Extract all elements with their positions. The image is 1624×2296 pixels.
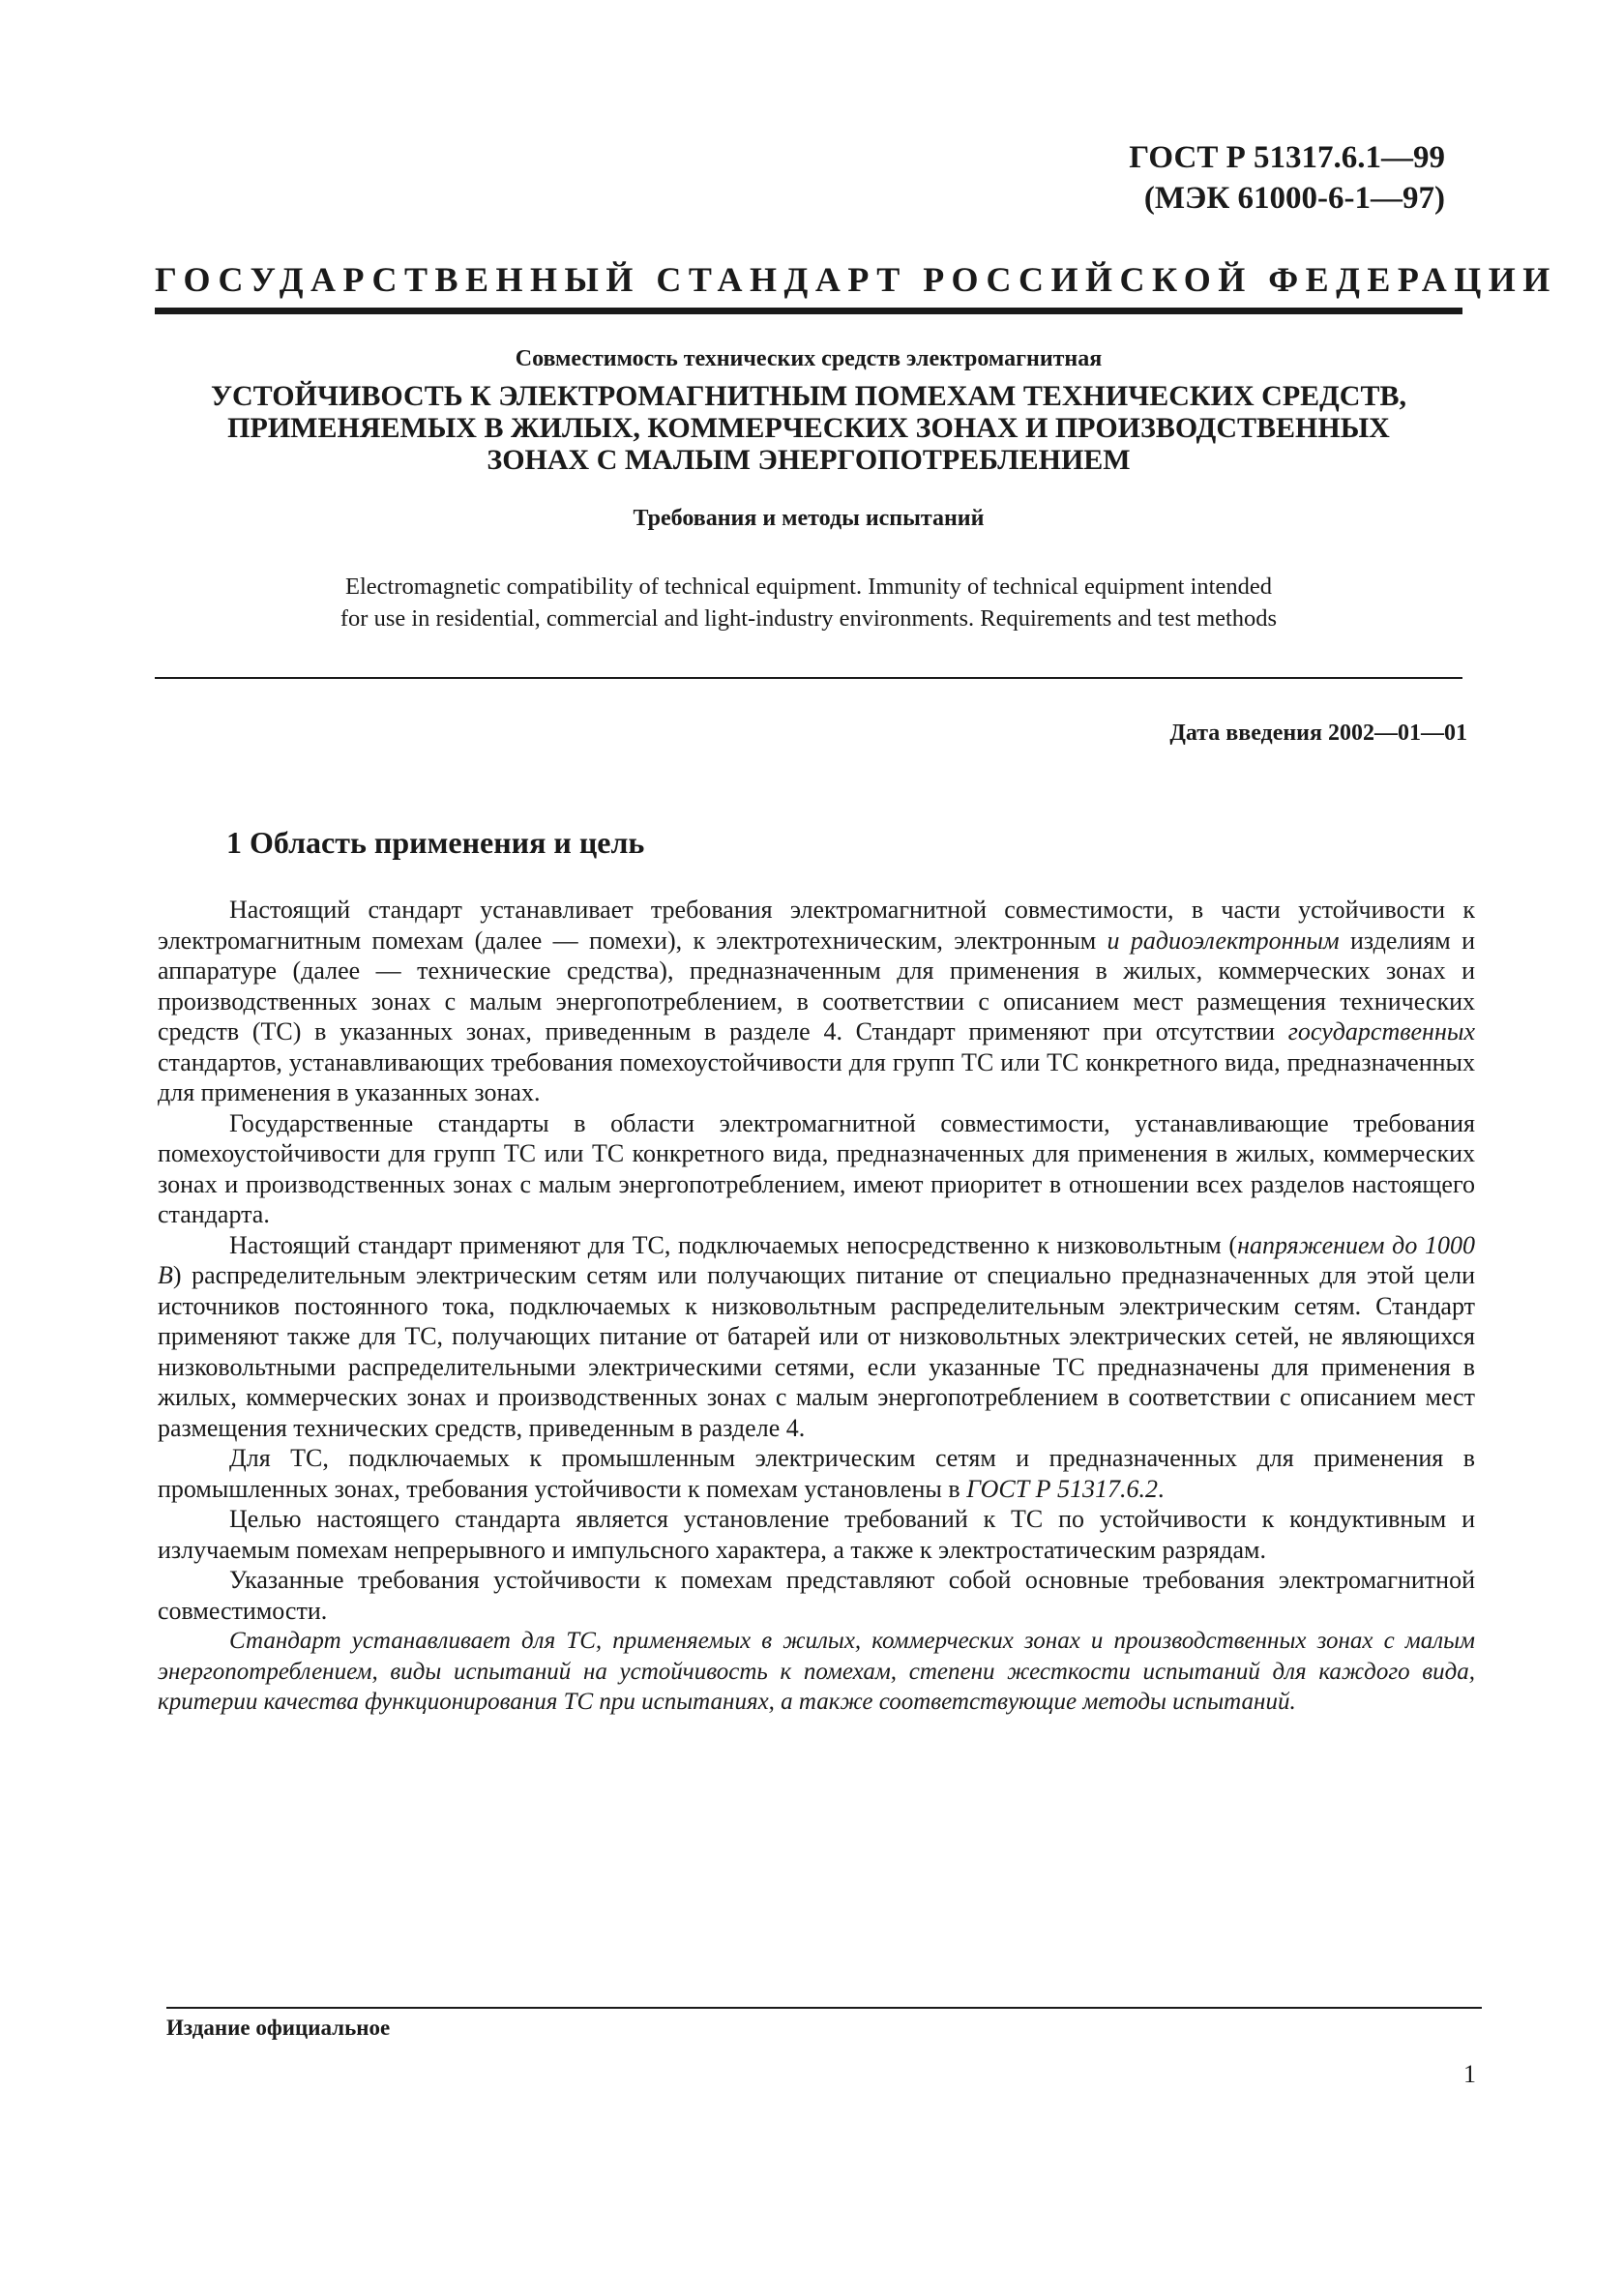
- paragraph: [158, 1230, 1475, 1444]
- paragraph: Целью настоящего стандарта является установление требований к ТС по устойчивости к кондуктивным и излучаемым помехам непрерывного и импульсного характера, а также к электростатическим разрядам.: [158, 1505, 1475, 1564]
- text-run: стандартов, устанавливающих требования помехоустойчивости для групп ТС или ТС конкретного вида, предназначенных для применения в указанных зонах.: [158, 1047, 1475, 1106]
- text-run: Настоящий стандарт применяют для ТС, подключаемых непосредственно к низковольтным (: [229, 1230, 1238, 1259]
- english-title-line: Electromagnetic compatibility of technical equipment. Immunity of technical equipment intended: [345, 574, 1272, 600]
- text-run: ) распределительным электрическим сетям или получающих питание от специально предназначенных для этой цели источников постоянного тока, подключаемых к низковольтным распределительным электрическим сетям. Стандарт применяют также для ТС, получающих питание от батарей или от низковольтных электрических сетей, не являющихся низковольтными распределительными электрическими сетями, если указанные ТС предназначены для применения в жилых, коммерческих зонах и производственных зонах с малым энергопотреблением в соответствии с описанием мест размещения технических средств, приведенным в разделе 4.: [158, 1261, 1475, 1442]
- main-title-line: ЗОНАХ С МАЛЫМ ЭНЕРГОПОТРЕБЛЕНИЕМ: [487, 444, 1131, 476]
- standard-reference-link: ГОСТ Р 51317.6.2: [966, 1474, 1159, 1503]
- header-rule: [155, 308, 1462, 314]
- title-rule: [155, 677, 1462, 679]
- text-run: Настоящий стандарт устанавливает требования электромагнитной совместимости, в части устойчивости к электромагнитным помехам (далее — помехи), к электротехническим, электронным: [158, 896, 1475, 955]
- paragraph: [158, 1443, 1475, 1504]
- italic-run: государственных: [1287, 1017, 1475, 1045]
- standard-number: ГОСТ Р 51317.6.1—99: [1129, 140, 1445, 175]
- paragraph: [158, 895, 1475, 1108]
- text-run: Для ТС, подключаемых к промышленным электрическим сетям и предназначенных для применения в промышленных зонах, требования устойчивости к помехам установлены в: [158, 1444, 1475, 1503]
- main-title-line: УСТОЙЧИВОСТЬ К ЭЛЕКТРОМАГНИТНЫМ ПОМЕХАМ ТЕХНИЧЕСКИХ СРЕДСТВ,: [211, 380, 1406, 412]
- iec-number: (МЭК 61000-6-1—97): [1143, 181, 1445, 216]
- paragraph-italic: Стандарт устанавливает для ТС, применяемых в жилых, коммерческих зонах и производственных зонах с малым энергопотреблением, виды испытаний на устойчивость к помехам, степени жесткости испытаний для каждого вида, критерии качества функционирования ТС при испытаниях, а также соответствующие методы испытаний.: [158, 1628, 1475, 1715]
- english-title-line: for use in residential, commercial and light-industry environments. Requirements and test methods: [340, 605, 1278, 632]
- section-heading: 1 Область применения и цель: [226, 825, 645, 860]
- italic-run: и радиоэлектронным: [1107, 926, 1340, 955]
- main-title-line: ПРИМЕНЯЕМЫХ В ЖИЛЫХ, КОММЕРЧЕСКИХ ЗОНАХ И ПРОИЗВОДСТВЕННЫХ: [227, 412, 1390, 444]
- introduction-date: Дата введения 2002—01—01: [1169, 721, 1467, 746]
- footer-rule: [166, 2007, 1482, 2009]
- italic-run: напряжением до 1000 В: [158, 1230, 1475, 1289]
- official-edition-label: Издание официальное: [166, 2016, 391, 2040]
- page-number: 1: [1463, 2060, 1476, 2088]
- standard-number-block: [1129, 137, 1445, 219]
- text-run: изделиям и аппаратуре (далее — технические средства), предназначенным для применения в жилых, коммерческих зонах и производственных зонах с малым энергопотреблением, в соответствии с описанием мест размещения технических средств (ТС) в указанных зонах, приведенным в разделе 4. Стандарт применяют при отсутствии: [158, 926, 1475, 1045]
- main-title: [155, 380, 1462, 476]
- section-body: [158, 895, 1475, 1718]
- text-run: .: [1158, 1474, 1165, 1503]
- gov-standard-title: ГОСУДАРСТВЕННЫЙ СТАНДАРТ РОССИЙСКОЙ ФЕДЕРАЦИИ: [155, 260, 1557, 299]
- standard-subject: Совместимость технических средств электромагнитная: [515, 346, 1103, 371]
- paragraph: Государственные стандарты в области электромагнитной совместимости, устанавливающие требования помехоустойчивости для групп ТС или ТС конкретного вида, предназначенных для применения в жилых, коммерческих зонах и производственных зонах с малым энергопотреблением, имеют приоритет в отношении всех разделов настоящего стандарта.: [158, 1108, 1475, 1228]
- english-title: [155, 571, 1462, 634]
- paragraph: Указанные требования устойчивости к помехам представляют собой основные требования электромагнитной совместимости.: [158, 1566, 1475, 1625]
- subtitle: Требования и методы испытаний: [633, 506, 985, 531]
